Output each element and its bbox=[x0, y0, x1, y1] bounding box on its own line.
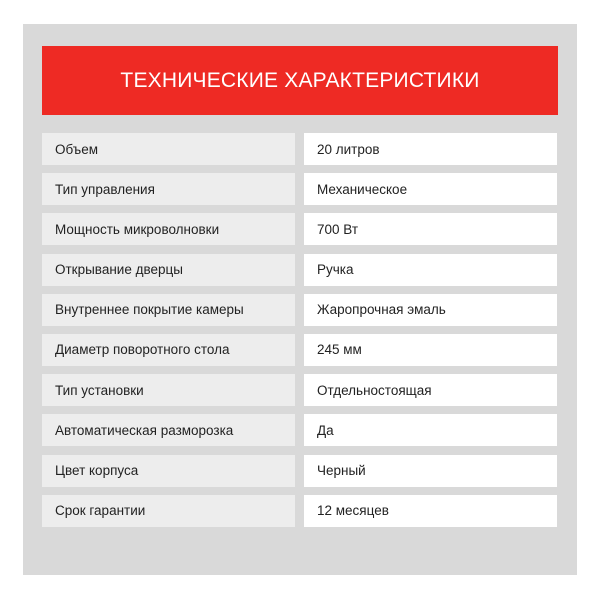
spec-label: Диаметр поворотного стола bbox=[42, 334, 295, 366]
title-banner bbox=[42, 46, 558, 115]
spec-label: Срок гарантии bbox=[42, 495, 295, 527]
page-title: ТЕХНИЧЕСКИЕ ХАРАКТЕРИСТИКИ bbox=[120, 68, 480, 92]
spec-label: Мощность микроволновки bbox=[42, 213, 295, 245]
spec-value: 700 Вт bbox=[304, 213, 557, 245]
spec-row bbox=[42, 173, 558, 205]
spec-label: Тип установки bbox=[42, 374, 295, 406]
spec-label: Автоматическая разморозка bbox=[42, 414, 295, 446]
spec-row bbox=[42, 374, 558, 406]
spec-label: Внутреннее покрытие камеры bbox=[42, 294, 295, 326]
spec-label: Цвет корпуса bbox=[42, 455, 295, 487]
spec-value: 245 мм bbox=[304, 334, 557, 366]
spec-table bbox=[42, 133, 558, 535]
spec-row bbox=[42, 294, 558, 326]
spec-row bbox=[42, 414, 558, 446]
spec-row bbox=[42, 334, 558, 366]
spec-value: Жаропрочная эмаль bbox=[304, 294, 557, 326]
spec-value: Механическое bbox=[304, 173, 557, 205]
spec-value: Да bbox=[304, 414, 557, 446]
spec-value: Черный bbox=[304, 455, 557, 487]
spec-value: Отдельностоящая bbox=[304, 374, 557, 406]
spec-value: Ручка bbox=[304, 254, 557, 286]
spec-value: 12 месяцев bbox=[304, 495, 557, 527]
spec-label: Открывание дверцы bbox=[42, 254, 295, 286]
spec-label: Объем bbox=[42, 133, 295, 165]
spec-row bbox=[42, 254, 558, 286]
spec-label: Тип управления bbox=[42, 173, 295, 205]
spec-row bbox=[42, 455, 558, 487]
spec-value: 20 литров bbox=[304, 133, 557, 165]
spec-row bbox=[42, 495, 558, 527]
spec-panel bbox=[23, 24, 577, 575]
spec-row bbox=[42, 133, 558, 165]
spec-row bbox=[42, 213, 558, 245]
